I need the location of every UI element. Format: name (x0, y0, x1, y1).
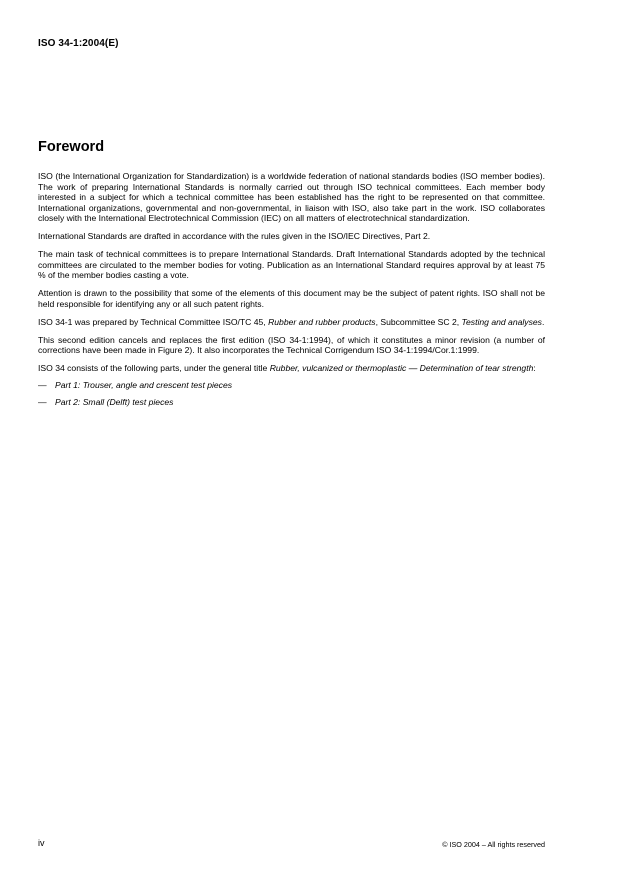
paragraph-edition: This second edition cancels and replaces the first edition (ISO 34-1:1994), of which it constitutes a minor revision (a number of corrections have been made in Figure 2). It also incorporates the Technical Corrigendum ISO 34-1:1994/Cor.1:1999. (38, 334, 545, 355)
paragraph-patent-rights: Attention is drawn to the possibility that some of the elements of this document may be the subject of patent rights. ISO shall not be held responsible for identifying any or all such patent rights. (38, 288, 545, 309)
prepared-by-text: ISO 34-1 was prepared by Technical Committee ISO/TC 45, (38, 316, 269, 327)
list-item (38, 380, 545, 391)
paragraph-directives: International Standards are drafted in accordance with the rules given in the ISO/IEC Directives, Part 2. (38, 231, 431, 241)
section-title: Foreword (38, 139, 105, 155)
list-dash: — (38, 396, 47, 407)
paragraph-prepared-by (38, 317, 545, 328)
general-title: Rubber, vulcanized or thermoplastic — Determination of tear strength (269, 363, 534, 373)
parts-intro-text: ISO 34 consists of the following parts, under the general title (38, 363, 270, 373)
foreword-body (38, 171, 545, 413)
page-number: iv (38, 838, 45, 848)
prepared-by-end: . (541, 316, 545, 327)
list-item-text: Part 2: Small (Delft) test pieces (55, 396, 174, 407)
paragraph-main-task: The main task of technical committees is to prepare International Standards. Draft International Standards adopted by the technical committees are circulated to the member bodies for voting. Publication as an International Standard requires approval by at least 75 % of the member bodies casting a vote. (38, 249, 545, 280)
committee-title: Rubber and rubber products (268, 316, 376, 327)
prepared-by-subcommittee: , Subcommittee SC 2, (375, 316, 462, 327)
list-item (38, 397, 545, 408)
paragraph-parts-intro (38, 363, 545, 374)
document-code: ISO 34-1:2004(E) (38, 38, 119, 49)
copyright-notice: © ISO 2004 – All rights reserved (442, 840, 545, 849)
parts-intro-end: : (533, 363, 536, 373)
subcommittee-title: Testing and analyses (461, 316, 542, 327)
list-dash: — (38, 380, 47, 390)
paragraph-iso-intro: ISO (the International Organization for Standardization) is a worldwide federation of national standards bodies (ISO member bodies). The work of preparing International Standards is normally carried out through ISO technical committees. Each member body interested in a subject for which a technical committee has been established has the right to be represented on that committee. International organizations, governmental and non-governmental, in liaison with ISO, also take part in the work. ISO collaborates closely with the International Electrotechnical Commission (IEC) on all matters of electrotechnical standardization. (38, 171, 545, 223)
list-item-text: Part 1: Trouser, angle and crescent test pieces (55, 380, 233, 390)
